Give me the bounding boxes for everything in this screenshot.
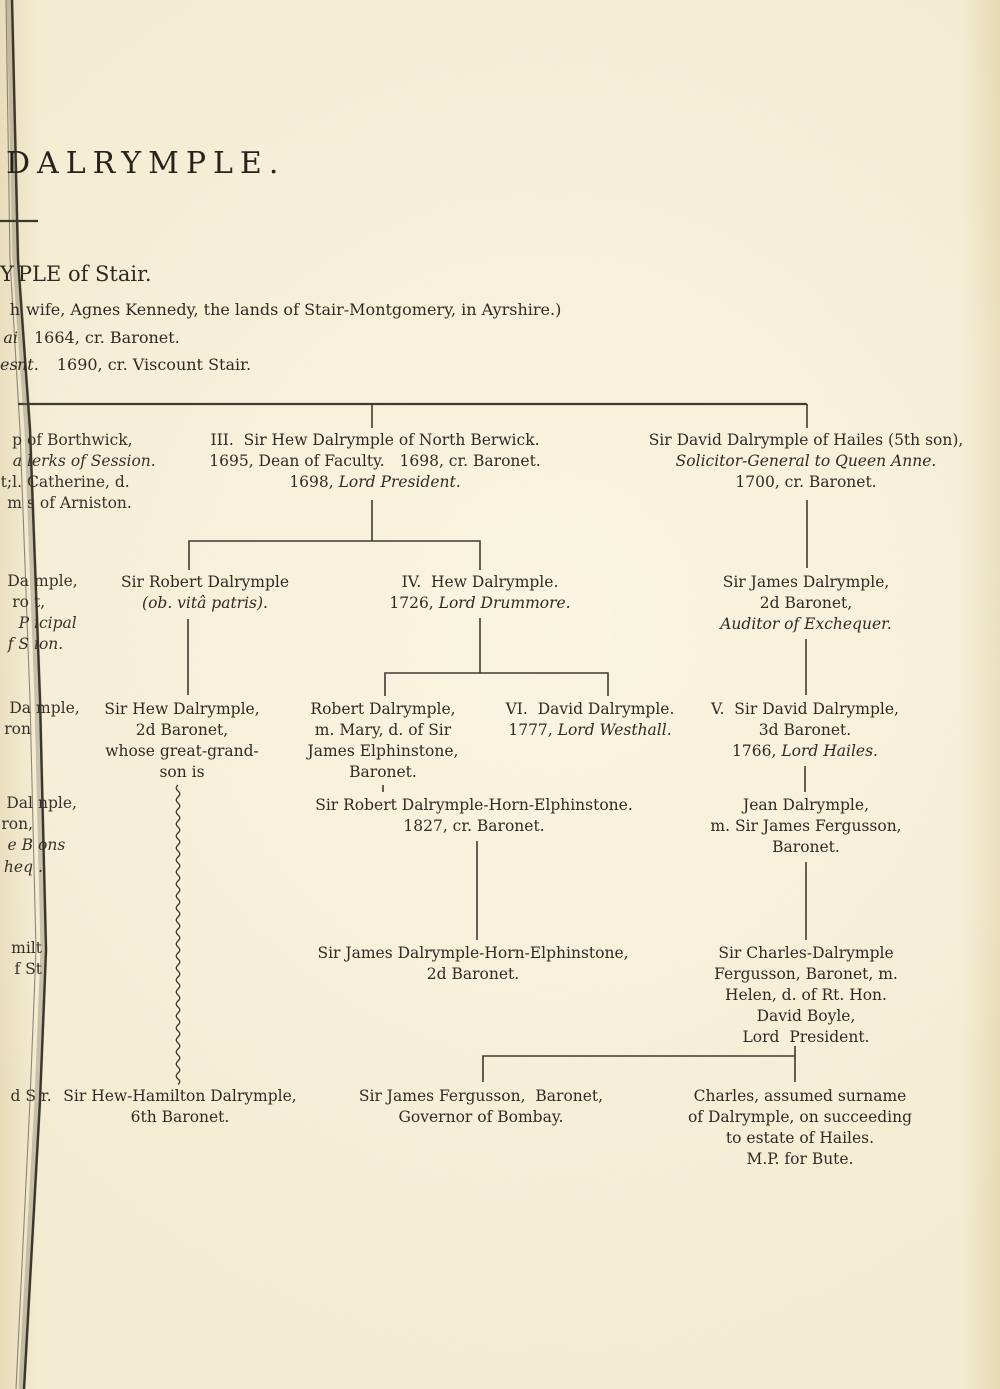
tree-node-vi-david-dalrymple-lord-westhall: VI. David Dalrymple. 1777, Lord Westhall. bbox=[505, 700, 675, 739]
tree-node-iv-hew-dalrymple-lord-drummore: IV. Hew Dalrymple. 1726, Lord Drummore. bbox=[389, 573, 571, 612]
page-gutter bbox=[0, 0, 46, 1389]
tree-node-hew-dalrymple-2d-baronet: Sir Hew Dalrymple, 2d Baronet, whose great-grand- son is bbox=[104, 700, 260, 781]
tree-node-robert-dalrymple-m-mary: Robert Dalrymple, m. Mary, d. of Sir James Elphinstone, Baronet. bbox=[307, 700, 459, 781]
tree-node-robert-dalrymple-horn-elphinstone: Sir Robert Dalrymple-Horn-Elphinstone. 1827, cr. Baronet. bbox=[315, 796, 633, 835]
margin-fragment: Dal nple, bbox=[6, 794, 77, 812]
tree-node-hew-hamilton-dalrymple-6th: Sir Hew-Hamilton Dalrymple, 6th Baronet. bbox=[63, 1087, 297, 1126]
sibling-bracket bbox=[189, 541, 480, 570]
margin-fragment: m s of Arniston. bbox=[7, 494, 132, 512]
tree-node-robert-dalrymple: Sir Robert Dalrymple (ob. vitâ patris). bbox=[120, 573, 290, 612]
intro-line: esnt. 1690, cr. Viscount Stair. bbox=[0, 355, 252, 374]
margin-fragment: t;l. Catherine, d. bbox=[0, 473, 130, 491]
squiggle-descent-line bbox=[176, 785, 180, 1085]
tree-node-david-dalrymple-of-hailes: Sir David Dalrymple of Hailes (5th son), Solicitor-General to Queen Anne. 1700, cr. Baronet. bbox=[648, 431, 964, 491]
cut-fragment: nt. bbox=[17, 355, 39, 374]
margin-fragment: d S r. bbox=[10, 1087, 52, 1105]
cut-fragment: Y bbox=[0, 262, 14, 286]
margin-fragment: ron bbox=[4, 720, 31, 738]
margin-fragment: f St bbox=[14, 960, 42, 978]
margin-fragment: P icipal bbox=[18, 614, 77, 632]
margin-fragment: Da mple, bbox=[7, 572, 78, 590]
intro-line: ai 1664, cr. Baronet. bbox=[0, 328, 180, 347]
tree-node-james-fergusson-governor-bombay: Sir James Fergusson, Baronet, Governor of Bombay. bbox=[358, 1087, 604, 1126]
tree-node-james-dalrymple-2d-baronet: Sir James Dalrymple, 2d Baronet, Auditor of Exchequer. bbox=[720, 573, 892, 633]
tree-node-iii-hew-dalrymple-north-berwick: III. Sir Hew Dalrymple of North Berwick. 1695, Dean of Faculty. 1698, cr. Baronet. 1698, Lord President. bbox=[209, 431, 541, 491]
cut-fragment: ai bbox=[3, 328, 18, 347]
page-title: DALRYMPLE. bbox=[6, 146, 286, 181]
tree-node-jean-dalrymple: Jean Dalrymple, m. Sir James Fergusson, Baronet. bbox=[710, 796, 902, 856]
section-heading: Y PLE of Stair. bbox=[0, 262, 152, 286]
tree-node-v-david-dalrymple-lord-hailes: V. Sir David Dalrymple, 3d Baronet. 1766, Lord Hailes. bbox=[711, 700, 899, 760]
tree-node-charles-assumed-dalrymple: Charles, assumed surname of Dalrymple, on succeeding to estate of Hailes. M.P. for Bute. bbox=[687, 1087, 913, 1168]
margin-fragment: ro t, bbox=[12, 593, 46, 611]
margin-fragment: a lerks of Session. bbox=[12, 452, 156, 470]
margin-fragment: f S ion. bbox=[7, 635, 64, 653]
margin-fragment: Da mple, bbox=[9, 699, 80, 717]
cut-fragment: es bbox=[0, 355, 18, 374]
tree-node-james-dalrymple-horn-elphinstone-2d: Sir James Dalrymple-Horn-Elphinstone, 2d Baronet. bbox=[317, 944, 629, 983]
margin-fragment: heq . bbox=[3, 858, 43, 876]
cut-fragment: h bbox=[9, 300, 20, 319]
sibling-bracket bbox=[385, 673, 608, 696]
sibling-bracket bbox=[483, 1056, 795, 1082]
margin-fragment: ron, bbox=[1, 815, 33, 833]
margin-fragment: milt bbox=[11, 939, 42, 957]
intro-line: h wife, Agnes Kennedy, the lands of Stair-Montgomery, in Ayrshire.) bbox=[0, 300, 561, 319]
tree-node-charles-dalrymple-fergusson: Sir Charles-Dalrymple Fergusson, Baronet, m. Helen, d. of Rt. Hon. David Boyle, Lord President. bbox=[714, 944, 898, 1046]
margin-fragment: p of Borthwick, bbox=[12, 431, 133, 449]
margin-fragment: e B ons bbox=[7, 836, 66, 854]
